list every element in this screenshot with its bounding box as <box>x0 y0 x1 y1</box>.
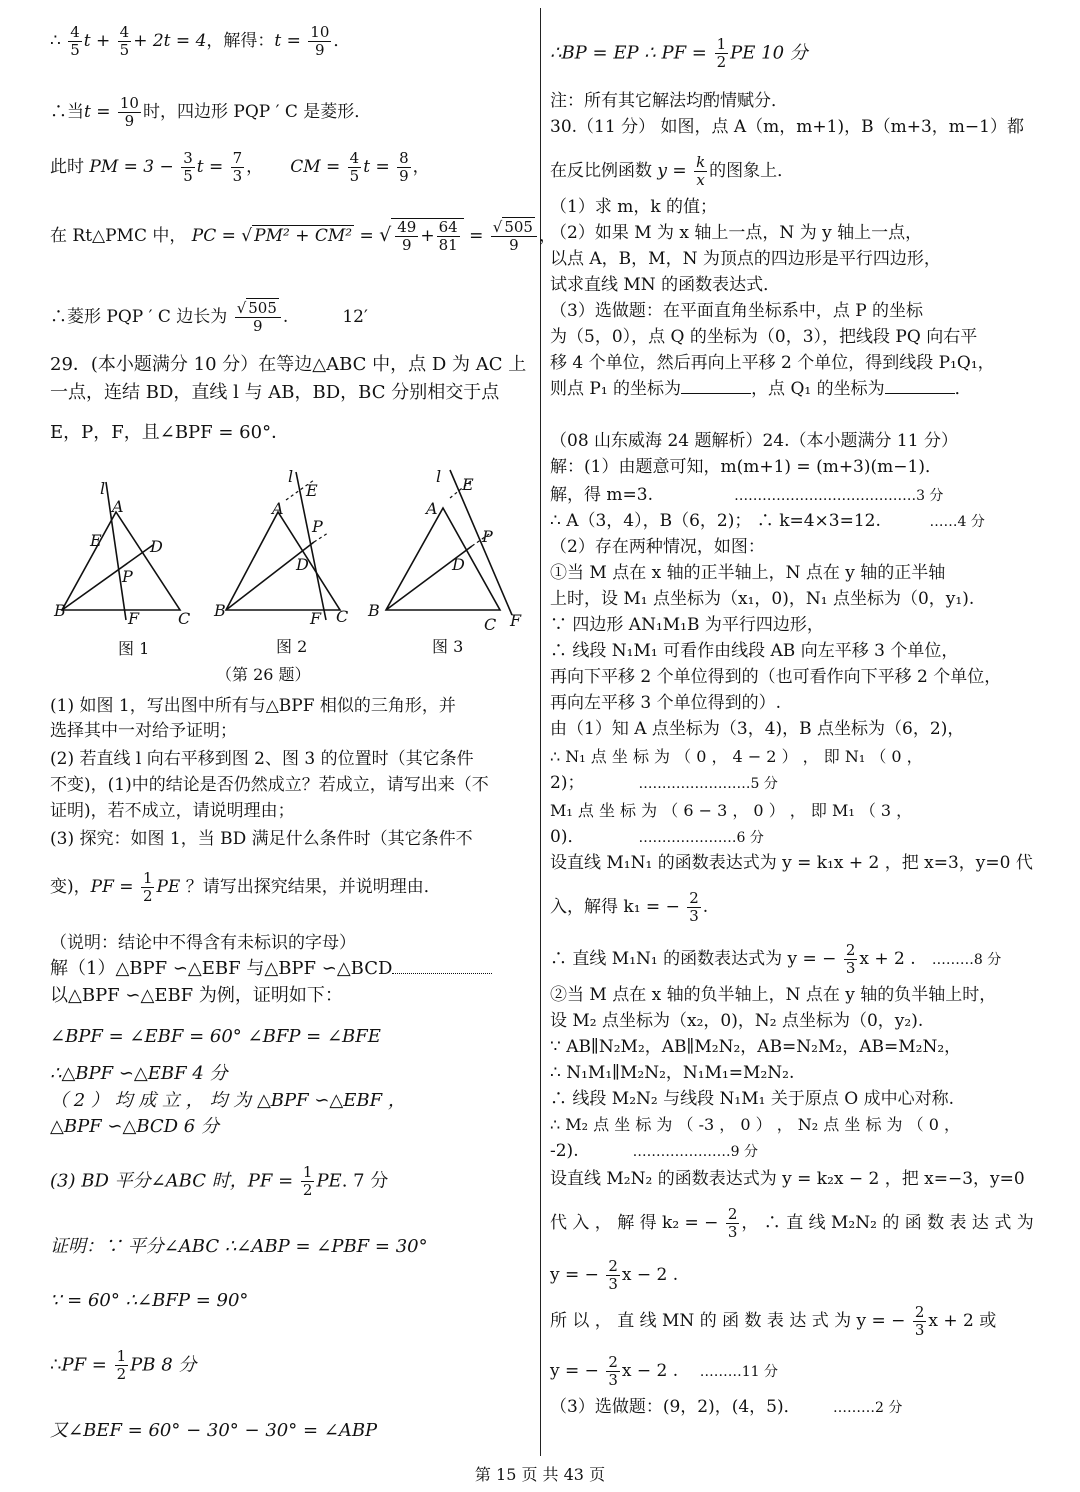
numerator: 64 <box>438 218 458 236</box>
score-mark: ………11 分 <box>699 1364 779 1380</box>
text: PE 10 分 <box>730 42 808 64</box>
r-line-34: ∵ AB∥N₂M₂，AB∥M₂N₂，AB=N₂M₂，AB=M₂N₂， <box>550 1037 962 1057</box>
figure-title: （第 26 题） <box>216 665 311 684</box>
fraction <box>231 150 245 185</box>
denominator: 9 <box>315 41 325 59</box>
solution-line-6: △BPF ∽△BCD 6 分 <box>50 1116 219 1137</box>
fraction <box>687 890 701 925</box>
text: 解，得 m=3. <box>550 485 653 505</box>
denominator: 3 <box>608 1371 618 1389</box>
eq-line-4: 在 Rt△PMC 中， PC = √ PM² + CM² = √ $\frac{49}{9}$ + $\frac{64}{81}$ = $\frac{√ 505}{9}$ ， <box>50 218 556 254</box>
text: 0)． <box>550 827 585 847</box>
term: PF = <box>90 877 134 897</box>
denominator: 9 <box>399 167 409 185</box>
question-29-line-3: E，P，F，且∠BPF = 60°． <box>50 422 290 443</box>
sqrt-radicand: 505 <box>248 299 277 317</box>
text: 的图象上． <box>709 161 795 181</box>
note-line: （说明：结论中不得含有未标识的字母） <box>50 933 356 953</box>
term: PC = <box>191 226 236 246</box>
numerator: 10 <box>310 23 330 41</box>
fig2-label-f: F <box>310 609 322 628</box>
solution-line-9: ∵ = 60° ∴∠BFP = 90° <box>50 1290 249 1311</box>
denominator: 2 <box>716 53 727 71</box>
r-line-8: 试求直线 MN 的函数表达式． <box>550 275 781 295</box>
fig3-label-p: P <box>482 527 493 546</box>
fraction <box>913 1304 927 1339</box>
denominator: 9 <box>253 317 263 335</box>
sqrt-radicand: 505 <box>504 218 533 236</box>
term: t = <box>363 157 390 177</box>
fig1-label-b: B <box>54 601 66 620</box>
fraction <box>68 24 82 59</box>
text: = <box>359 226 374 246</box>
r-line-20: ∵ 四边形 AN₁M₁B 为平行四边形， <box>550 615 824 635</box>
fraction <box>141 870 155 905</box>
part-2-line-1: (2) 若直线 l 向右平移到图 2、图 3 的位置时（其它条件 <box>50 749 474 769</box>
denominator: 3 <box>608 1275 618 1293</box>
text: ， <box>412 157 430 177</box>
denominator: 3 <box>689 907 699 925</box>
numerator: 3 <box>183 149 193 167</box>
fig2-label-d: D <box>296 555 309 574</box>
r-line-33: 设 M₂ 点坐标为（x₂，0)，N₂ 点坐标为（0，y₂). <box>550 1011 924 1031</box>
solution-line-5: （ 2 ） 均 成 立 ， 均 为 △BPF ∽△EBF ， <box>50 1090 406 1111</box>
fig1-caption: 图 1 <box>118 639 150 658</box>
text: PB 8 分 <box>130 1354 197 1376</box>
text: 此时 <box>50 157 84 177</box>
text: ∴BP = EP ∴ PF = <box>550 42 707 64</box>
text: 入，解得 k₁ = − <box>550 897 680 917</box>
r-line-39: 设直线 M₂N₂ 的函数表达式为 y = k₂x − 2 ，把 x=−3，y=0 <box>550 1169 1025 1189</box>
r-line-3: 30.（11 分） 如图，点 A（m，m+1)，B（m+3，m−1）都 <box>550 117 1024 137</box>
r-line-6: （2）如果 M 为 x 轴上一点，N 为 y 轴上一点， <box>550 223 923 243</box>
fraction <box>348 150 362 185</box>
r-line-40 <box>550 1206 1034 1241</box>
denominator: 5 <box>70 41 80 59</box>
fraction <box>844 942 858 977</box>
r-line-38 <box>550 1140 758 1163</box>
fig3-label-e: E <box>462 475 474 494</box>
text: 所 以 ， 直 线 MN 的 函 数 表 达 式 为 y = − <box>550 1311 906 1331</box>
r-line-21: ∴ 线段 N₁M₁ 可看作由线段 AB 向左平移 3 个单位， <box>550 641 959 661</box>
score-mark: …………………9 分 <box>632 1144 759 1160</box>
text: 在 Rt△PMC 中， <box>50 226 187 246</box>
text: 变)， <box>50 877 91 897</box>
text: 时，四边形 PQP ′ C 是菱形． <box>142 102 372 122</box>
fraction: $\frac{√ 505}{9}$ <box>235 300 281 335</box>
fig1-label-l: l <box>100 479 106 498</box>
denominator: 81 <box>438 236 458 254</box>
text: ，解得： <box>206 31 275 51</box>
question-29-line-2: 一点，连结 BD，直线 l 与 AB，BD，BC 分别相交于点 <box>50 382 500 403</box>
denominator: 5 <box>183 167 193 185</box>
fraction <box>118 24 132 59</box>
solution-line-4: ∴△BPF ∽△EBF 4 分 <box>50 1063 228 1084</box>
numerator: 10 <box>119 94 139 112</box>
eq-line-5: ∴菱形 PQP ′ C 边长为 $\frac{√ 505}{9}$ . 12′ <box>50 299 368 335</box>
numerator: k <box>696 153 706 171</box>
fig3-label-d: D <box>452 555 465 574</box>
r-line-13: （08 山东威海 24 题解析）24.（本小题满分 11 分） <box>550 431 958 451</box>
term: PM = 3 − <box>89 157 174 177</box>
fig3-caption: 图 3 <box>432 637 464 656</box>
fig2-label-b: B <box>214 601 226 620</box>
denominator: 9 <box>509 236 519 254</box>
r-line-12 <box>550 378 972 400</box>
r-line-23: 再向左平移 3 个单位得到的）. <box>550 693 782 713</box>
denominator: 2 <box>302 1181 313 1199</box>
numerator: 2 <box>608 1353 618 1371</box>
r-line-16 <box>550 510 985 533</box>
r-line-35: ∴ N₁M₁∥M₂N₂，N₁M₁=M₂N₂. <box>550 1063 795 1083</box>
fraction: $\frac{√ 505}{9}$ <box>491 219 537 254</box>
r-line-37: ∴ M₂ 点 坐 标 为 （ -3 ， 0 ） ， N₂ 点 坐 标 为 （ 0 ， <box>550 1115 960 1134</box>
r-line-18: ①当 M 点在 x 轴的正半轴上，N 点在 y 轴的正半轴 <box>550 563 946 583</box>
text: = <box>469 226 484 246</box>
fig2-triangle <box>226 512 340 610</box>
fraction <box>395 219 418 254</box>
eq-line-2 <box>50 95 371 130</box>
text: x + 2 或 <box>928 1311 997 1331</box>
denominator: 9 <box>124 112 135 130</box>
denominator: 2 <box>142 887 153 905</box>
numerator: 8 <box>399 149 409 167</box>
numerator: 2 <box>727 1205 738 1223</box>
r-line-28 <box>550 826 764 849</box>
r-line-11: 移 4 个单位，然后再向上平移 2 个单位，得到线段 P₁Q₁， <box>550 353 995 373</box>
numerator: 7 <box>232 149 243 167</box>
fraction <box>694 154 707 189</box>
r-line-41 <box>550 1258 678 1293</box>
r-line-42 <box>550 1304 996 1339</box>
fig1-label-c: C <box>178 609 191 628</box>
text: + <box>420 226 435 246</box>
fig3-label-b: B <box>368 601 380 620</box>
fraction <box>606 1258 620 1293</box>
text: x − 2 . <box>621 1361 679 1381</box>
r-line-9: （3）选做题：在平面直角坐标系中，点 P 的坐标 <box>550 301 924 321</box>
text: ∴ A（3，4），B（6，2)； ∴ k=4×3=12. <box>550 511 881 531</box>
part-2-line-2: 不变)，(1)中的结论是否仍然成立？若成立，请写出来（不 <box>50 775 489 795</box>
fraction <box>118 95 141 130</box>
fig2-label-p: P <box>312 517 323 536</box>
numerator: 2 <box>914 1303 925 1321</box>
part-1-line-1: (1) 如图 1，写出图中所有与△BPF 相似的三角形，并 <box>50 696 456 716</box>
r-line-24: 由（1）知 A 点坐标为（3，4)，B 点坐标为（6，2)， <box>550 719 965 739</box>
text: y = − <box>550 1361 599 1381</box>
score-mark: ……………………5 分 <box>638 776 778 792</box>
term: t = <box>274 31 301 51</box>
part-2-line-3: 证明)，若不成立，请说明理由； <box>50 801 295 821</box>
fraction <box>181 150 195 185</box>
r-line-15 <box>550 484 943 507</box>
score-mark: 12′ <box>342 307 368 327</box>
r-line-31 <box>550 942 1001 977</box>
sqrt-radicand: PM² + CM² <box>254 226 353 246</box>
fig2-label-a: A <box>272 499 284 518</box>
solution-line-10 <box>50 1348 196 1383</box>
fraction <box>715 36 729 71</box>
numerator: 2 <box>689 889 699 907</box>
numerator: 4 <box>349 149 360 167</box>
text: 解（1）△BPF ∽△EBF 与△BPF ∽△BCD <box>50 958 393 979</box>
question-29-line-1: 29．(本小题满分 10 分）在等边△ABC 中，点 D 为 AC 上 <box>50 354 527 375</box>
r-line-36: ∴ 线段 M₂N₂ 与线段 N₁M₁ 关于原点 O 成中心对称. <box>550 1089 954 1109</box>
fraction <box>437 219 460 254</box>
r-line-25: ∴ N₁ 点 坐 标 为 （ 0 ， 4 − 2 ） ， 即 N₁ （ 0 ， <box>550 747 923 766</box>
solution-line-2: 以△BPF ∽△EBF 为例，证明如下： <box>50 985 343 1006</box>
denominator: x <box>696 171 705 189</box>
triangle-figures <box>50 460 530 688</box>
term: PE <box>156 877 181 897</box>
fraction <box>726 1206 740 1241</box>
text: ∴菱形 PQP ′ C 边长为 <box>50 307 228 327</box>
eq-line-3 <box>50 150 430 185</box>
numerator: 4 <box>70 23 80 41</box>
solution-line-1 <box>50 958 492 980</box>
fig3-label-l: l <box>436 467 442 486</box>
fig2-caption: 图 2 <box>276 637 308 656</box>
text: 则点 P₁ 的坐标为 <box>550 379 682 399</box>
part-1-line-2: 选择其中一对给予证明； <box>50 721 237 741</box>
denominator: 2 <box>116 1365 127 1383</box>
sqrt-radicand <box>391 218 463 254</box>
term: t = <box>196 157 224 177</box>
numerator: 1 <box>116 1347 127 1365</box>
text: x − 2 . <box>621 1265 679 1285</box>
text: . 7 分 <box>341 1170 389 1192</box>
text: y = − <box>550 1265 599 1285</box>
denominator: 5 <box>119 41 130 59</box>
therefore-sign: ∴ <box>50 31 61 51</box>
term: y = <box>657 161 687 181</box>
r-line-27: M₁ 点 坐 标 为 （ 6 − 3 ， 0 ） ， 即 M₁ （ 3 ， <box>550 801 913 820</box>
r-line-10: 为（5，0），点 Q 的坐标为（0，3），把线段 PQ 向右平 <box>550 327 978 347</box>
answer-blank[interactable] <box>681 379 751 394</box>
text: ， <box>538 226 556 246</box>
text: ， <box>246 157 264 177</box>
fraction <box>606 1354 620 1389</box>
denominator: 9 <box>402 236 412 254</box>
fig2-line-bd <box>226 542 314 610</box>
r-line-5: （1）求 m，k 的值； <box>550 197 718 217</box>
fig1-line-bd <box>62 545 153 610</box>
text: ， ∴ 直 线 M₂N₂ 的 函 数 表 达 式 为 <box>741 1213 1034 1233</box>
text: ∴ 直线 M₁N₁ 的函数表达式为 y = − <box>550 949 837 969</box>
r-line-7: 以点 A，B，M，N 为顶点的四边形是平行四边形， <box>550 249 941 269</box>
denominator: 5 <box>349 167 360 185</box>
score-mark: ……4 分 <box>929 514 985 530</box>
text: （3）选做题：(9，2)，(4，5)． <box>550 1397 801 1417</box>
r-line-22: 再向下平移 2 个单位得到的（也可看作向下平移 2 个单位， <box>550 667 1002 687</box>
r-line-32: ②当 M 点在 x 轴的负半轴上，N 点在 y 轴的负半轴上时， <box>550 985 997 1005</box>
term: CM = <box>290 157 341 177</box>
text: ，点 Q₁ 的坐标为 <box>751 379 885 399</box>
text: 在反比例函数 <box>550 161 652 181</box>
fig3-label-a: A <box>426 499 438 518</box>
denominator: 3 <box>914 1321 925 1339</box>
score-mark: …………………………………3 分 <box>734 488 944 504</box>
numerator: 4 <box>119 23 130 41</box>
term: t + <box>83 31 111 51</box>
r-line-30 <box>550 890 708 925</box>
r-line-44 <box>550 1396 902 1419</box>
numerator: 2 <box>608 1257 618 1275</box>
text: ． <box>333 31 351 51</box>
fig3-line-l <box>450 470 512 615</box>
r-line-26 <box>550 772 778 795</box>
solution-line-7 <box>50 1164 388 1199</box>
fig1-label-e: E <box>90 531 102 550</box>
term: t = <box>84 102 111 122</box>
text: ？请写出探究结果，并说明理由． <box>185 877 441 897</box>
term: PF = <box>61 1354 107 1376</box>
denominator: 3 <box>845 959 856 977</box>
r-line-1 <box>550 36 808 71</box>
text: ∴ <box>50 1354 62 1376</box>
score-mark: ………8 分 <box>931 952 1002 968</box>
answer-blank[interactable] <box>885 379 955 394</box>
denominator: 3 <box>727 1223 738 1241</box>
numerator: 49 <box>397 218 417 236</box>
page-footer: 第 15 页 共 43 页 <box>474 1465 606 1484</box>
r-line-4 <box>550 154 794 189</box>
fig1-label-a: A <box>112 497 124 516</box>
fig3-label-c: C <box>484 615 497 634</box>
score-mark: …………………6 分 <box>638 830 764 846</box>
fraction <box>115 1348 129 1383</box>
solution-line-8: 证明：∵ 平分∠ABC ∴∠ABP = ∠PBF = 30° <box>50 1236 428 1257</box>
numerator: 1 <box>142 869 153 887</box>
fig1-label-f: F <box>128 609 140 628</box>
text: 代 入 ， 解 得 k₂ = − <box>550 1213 719 1233</box>
text: 2)； <box>550 773 585 793</box>
r-line-14: 解：(1）由题意可知，m(m+1) = (m+3)(m−1)． <box>550 457 942 477</box>
text: ． <box>954 379 972 399</box>
r-line-19: 上时，设 M₁ 点坐标为（x₁，0)，N₁ 点坐标为（0，y₁). <box>550 589 975 609</box>
part-3-line-2 <box>50 870 441 905</box>
r-line-43 <box>550 1354 778 1389</box>
part-3-line-1: (3) 探究：如图 1，当 BD 满足什么条件时（其它条件不 <box>50 829 473 849</box>
eq-line-1 <box>50 24 350 59</box>
fig1-label-d: D <box>150 537 163 556</box>
r-line-2: 注：所有其它解法均酌情赋分． <box>550 91 788 111</box>
text: ∴当 <box>50 102 84 122</box>
fig1-label-p: P <box>122 567 133 586</box>
fig3-triangle <box>386 508 500 610</box>
numerator: 1 <box>716 35 727 53</box>
score-mark: ………2 分 <box>833 1400 903 1416</box>
fig2-label-e: E <box>306 481 318 500</box>
text: (3) BD 平分∠ABC 时， <box>50 1170 248 1192</box>
term: PF = <box>247 1170 294 1192</box>
solution-line-11: 又∠BEF = 60° − 30° − 30° = ∠ABP <box>50 1420 378 1441</box>
fig3-label-f: F <box>510 611 522 630</box>
solution-line-3: ∠BPF = ∠EBF = 60° ∠BFP = ∠BFE <box>50 1026 381 1047</box>
text: x + 2 . <box>859 949 916 969</box>
fig1-triangle <box>62 512 180 610</box>
denominator: 3 <box>232 167 243 185</box>
fraction <box>308 24 331 59</box>
fraction <box>301 1164 315 1199</box>
dotted-leader <box>392 961 492 974</box>
text: . <box>702 897 709 917</box>
text: -2). <box>550 1141 579 1161</box>
fig2-label-c: C <box>336 607 349 626</box>
fig2-label-l: l <box>288 467 294 486</box>
term: + 2t = 4 <box>133 31 207 51</box>
r-line-29: 设直线 M₁N₁ 的函数表达式为 y = k₁x + 2 ，把 x=3，y=0 代 <box>550 853 1033 873</box>
term: PE <box>316 1170 342 1192</box>
numerator: 1 <box>302 1163 313 1181</box>
numerator: 2 <box>845 941 856 959</box>
fraction <box>397 150 411 185</box>
r-line-17: （2）存在两种情况，如图： <box>550 537 765 557</box>
